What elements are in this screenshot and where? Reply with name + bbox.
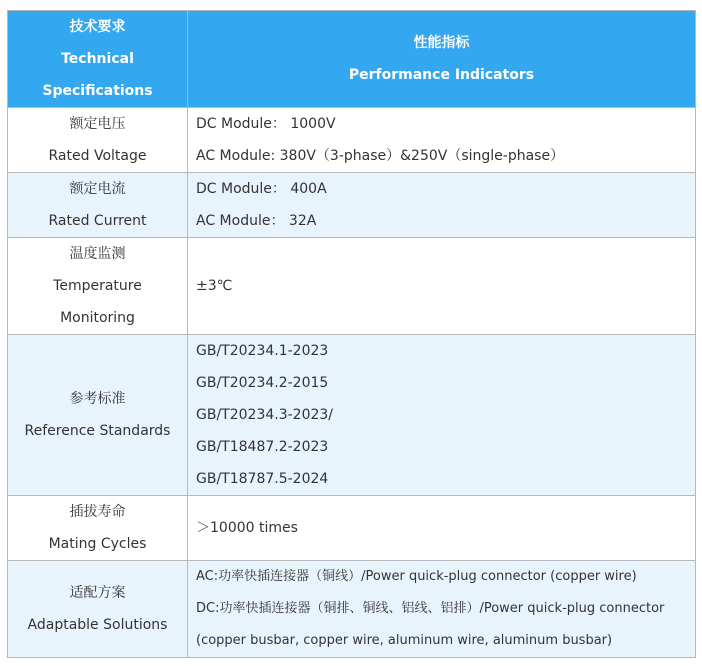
row-label-en: Mating Cycles (48, 536, 147, 552)
row-values (188, 108, 696, 173)
row-label-en: Rated Voltage (48, 148, 147, 164)
row-values (188, 496, 696, 561)
row-label-en: Monitoring (60, 310, 135, 326)
row-label (8, 173, 188, 238)
table-row-rated-voltage (8, 108, 696, 173)
row-label (8, 496, 188, 561)
row-label (8, 238, 188, 335)
row-label-cn: 参考标准 (69, 391, 126, 407)
row-value: DC Module： 400A (196, 181, 327, 197)
row-label-en: Adaptable Solutions (27, 617, 168, 633)
row-value: ±3℃ (196, 278, 233, 294)
row-label-en: Rated Current (48, 213, 147, 229)
header-col-technical-specifications (8, 11, 188, 108)
row-label-cn: 温度监测 (69, 246, 126, 262)
row-value: (copper busbar, copper wire, aluminum wire, aluminum busbar) (196, 633, 613, 648)
row-label (8, 108, 188, 173)
row-value: AC Module: 380V（3-phase）&250V（single-phase） (196, 148, 565, 164)
row-value: GB/T20234.2-2015 (196, 375, 329, 391)
header-row (8, 11, 696, 108)
row-value: GB/T18487.2-2023 (196, 439, 329, 455)
table-row-adaptable-solutions (8, 561, 696, 658)
row-values (188, 335, 696, 496)
row-label-en: Reference Standards (24, 423, 171, 439)
row-value: DC Module： 1000V (196, 116, 336, 132)
row-value: ＞10000 times (196, 520, 298, 536)
table-row-reference-standards (8, 335, 696, 496)
header-col2-line-cn: 性能指标 (413, 35, 470, 51)
row-values (188, 238, 696, 335)
row-value: AC Module： 32A (196, 213, 317, 229)
row-label-cn: 适配方案 (69, 585, 126, 601)
table-row-rated-current (8, 173, 696, 238)
header-col-performance-indicators (188, 11, 696, 108)
spec-table (7, 10, 696, 658)
row-value: GB/T18787.5-2024 (196, 471, 329, 487)
row-label-cn: 插拔寿命 (69, 504, 126, 520)
header-col1-line-cn: 技术要求 (69, 19, 126, 35)
row-values (188, 173, 696, 238)
table-row-mating-cycles (8, 496, 696, 561)
row-label (8, 561, 188, 658)
row-values (188, 561, 696, 658)
row-label-en: Temperature (53, 278, 142, 294)
header-col1-line-en2: Specifications (42, 83, 153, 99)
row-value: AC:功率快插连接器（铜线）/Power quick-plug connector (copper wire) (196, 569, 637, 584)
header-col1-line-en1: Technical (61, 51, 134, 67)
row-label (8, 335, 188, 496)
row-value: DC:功率快插连接器（铜排、铜线、铝线、铝排）/Power quick-plug connector (196, 601, 665, 616)
row-value: GB/T20234.3-2023/ (196, 407, 334, 423)
row-label-cn: 额定电流 (69, 181, 126, 197)
row-value: GB/T20234.1-2023 (196, 343, 329, 359)
table-row-temperature-monitoring (8, 238, 696, 335)
header-col2-line-en: Performance Indicators (348, 67, 535, 83)
row-label-cn: 额定电压 (69, 116, 126, 132)
